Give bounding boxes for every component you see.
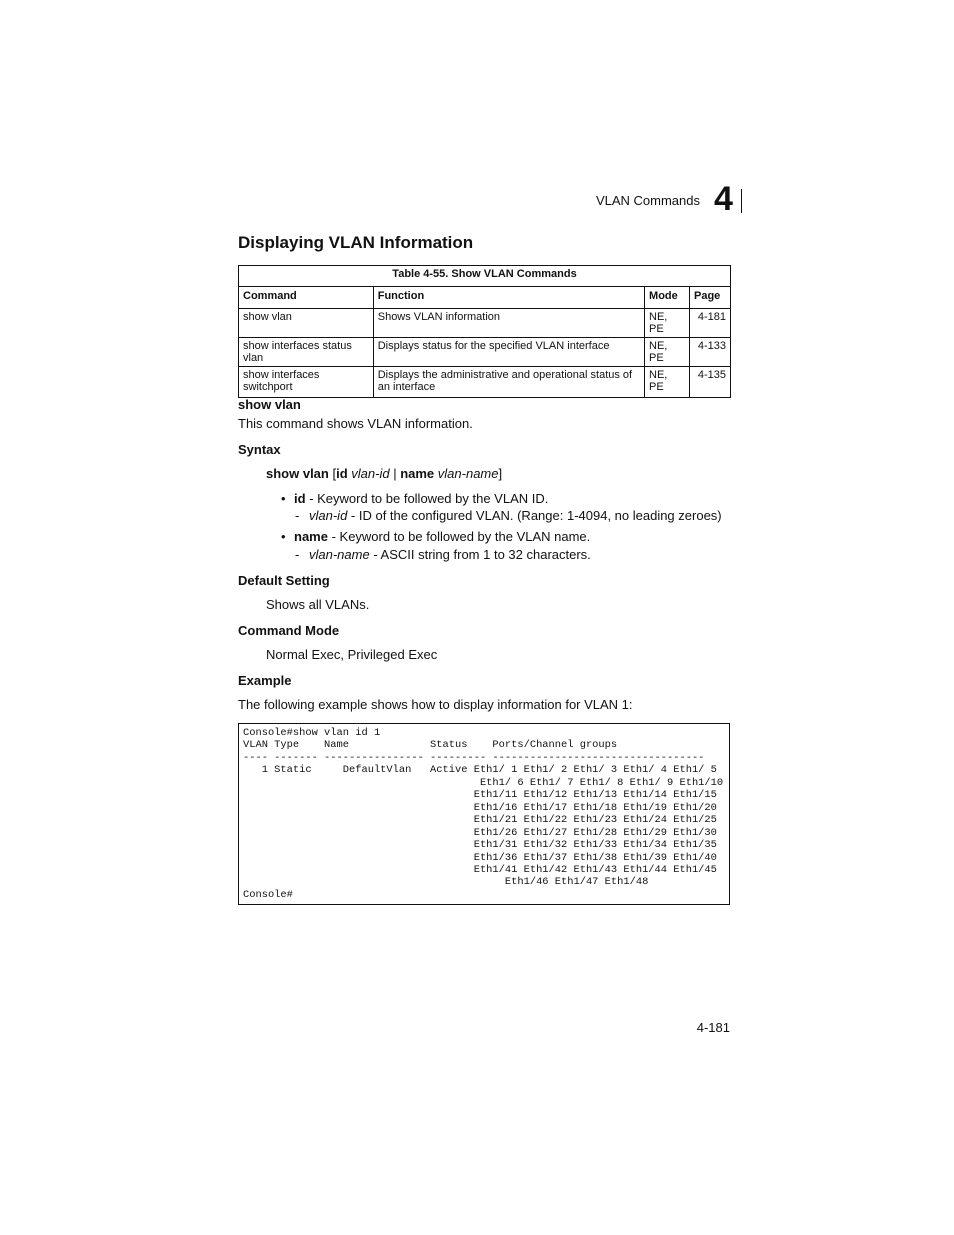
running-header-title: VLAN Commands (595, 193, 700, 208)
syntax-open-bracket: [ (328, 466, 337, 481)
param-name (294, 529, 590, 544)
table-header-row (239, 287, 731, 309)
command-mode-text: Normal Exec, Privileged Exec (266, 647, 438, 662)
param-description: - Keyword to be followed by the VLAN ID. (305, 491, 549, 506)
cell-command: show interfaces switchport (239, 367, 374, 398)
syntax-close-bracket: ] (498, 466, 503, 481)
cell-mode: NE, PE (645, 338, 690, 367)
default-setting-text: Shows all VLANs. (266, 597, 370, 612)
param-name-sub (309, 547, 591, 562)
table-row (239, 338, 731, 367)
param-sub-description: - ASCII string from 1 to 32 characters. (369, 547, 591, 562)
cell-function: Displays status for the specified VLAN interface (373, 338, 644, 367)
default-setting-heading: Default Setting (238, 573, 330, 588)
syntax-line (266, 466, 502, 481)
syntax-arg-vlan-name: vlan-name (437, 466, 499, 481)
syntax-arg-vlan-id: vlan-id (351, 466, 390, 481)
command-heading: show vlan (238, 397, 301, 412)
cell-mode: NE, PE (645, 309, 690, 338)
cell-command: show interfaces status vlan (239, 338, 374, 367)
table-row (239, 367, 731, 398)
cell-command: show vlan (239, 309, 374, 338)
syntax-command: show vlan (266, 466, 329, 481)
cell-mode: NE, PE (645, 367, 690, 398)
column-header-function: Function (373, 287, 644, 309)
column-header-command: Command (239, 287, 374, 309)
cell-page: 4-135 (690, 367, 731, 398)
param-description: - Keyword to be followed by the VLAN name. (327, 529, 591, 544)
section-title: Displaying VLAN Information (238, 233, 474, 252)
dash-icon: - (295, 547, 300, 562)
table-caption: Table 4-55. Show VLAN Commands (239, 266, 731, 287)
param-keyword: name (294, 529, 328, 544)
cell-function: Displays the administrative and operational status of an interface (373, 367, 644, 398)
column-header-page: Page (690, 287, 731, 309)
command-mode-heading: Command Mode (238, 623, 340, 638)
param-keyword: id (294, 491, 306, 506)
cell-page: 4-133 (690, 338, 731, 367)
example-code-box (238, 723, 730, 905)
column-header-mode: Mode (645, 287, 690, 309)
chapter-divider (741, 189, 742, 213)
syntax-heading: Syntax (238, 442, 281, 457)
cell-function: Shows VLAN information (373, 309, 644, 338)
syntax-keyword-id: id (336, 466, 348, 481)
page-number: 4-181 (696, 1020, 730, 1035)
example-code: Console#show vlan id 1 VLAN Type Name Status Ports/Channel groups ---- ------- ---------------- --------- ---------------------------------- 1 Static DefaultVlan Active Eth1/ 1 Eth1/ 2 Eth1/ 3 Eth1/ 4 Eth1/ 5 Eth1/ 6 Eth1/ 7 Eth1/ 8 Eth1/ 9 Eth1/10 Eth1/11 Eth1/12 Eth1/13 Eth1/14 Eth1/15 Eth1/16 Eth1/17 Eth1/18 Eth1/19 Eth1/20 Eth1/21 Eth1/22 Eth1/23 Eth1/24 Eth1/25 Eth1/26 Eth1/27 Eth1/28 Eth1/29 Eth1/30 Eth1/31 Eth1/32 Eth1/33 Eth1/34 Eth1/35 Eth1/36 Eth1/37 Eth1/38 Eth1/39 Eth1/40 Eth1/41 Eth1/42 Eth1/43 Eth1/44 Eth1/45 Eth1/46 Eth1/47 Eth1/48 Console# (243, 727, 724, 901)
dash-icon: - (295, 508, 300, 523)
syntax-keyword-name: name (400, 466, 435, 481)
param-sub-description: - ID of the configured VLAN. (Range: 1-4094, no leading zeroes) (347, 508, 722, 523)
cell-page: 4-181 (690, 309, 731, 338)
example-heading: Example (238, 673, 292, 688)
syntax-separator: | (389, 466, 401, 481)
bullet-icon: • (281, 491, 286, 506)
param-id-sub (309, 508, 722, 523)
param-sub-arg: vlan-id (309, 508, 348, 523)
table-row (239, 309, 731, 338)
show-vlan-commands-table (238, 265, 731, 398)
example-intro: The following example shows how to display information for VLAN 1: (238, 697, 633, 712)
param-id (294, 491, 548, 506)
bullet-icon: • (281, 529, 286, 544)
chapter-number: 4 (714, 180, 733, 218)
param-sub-arg: vlan-name (309, 547, 370, 562)
command-description: This command shows VLAN information. (238, 416, 473, 431)
